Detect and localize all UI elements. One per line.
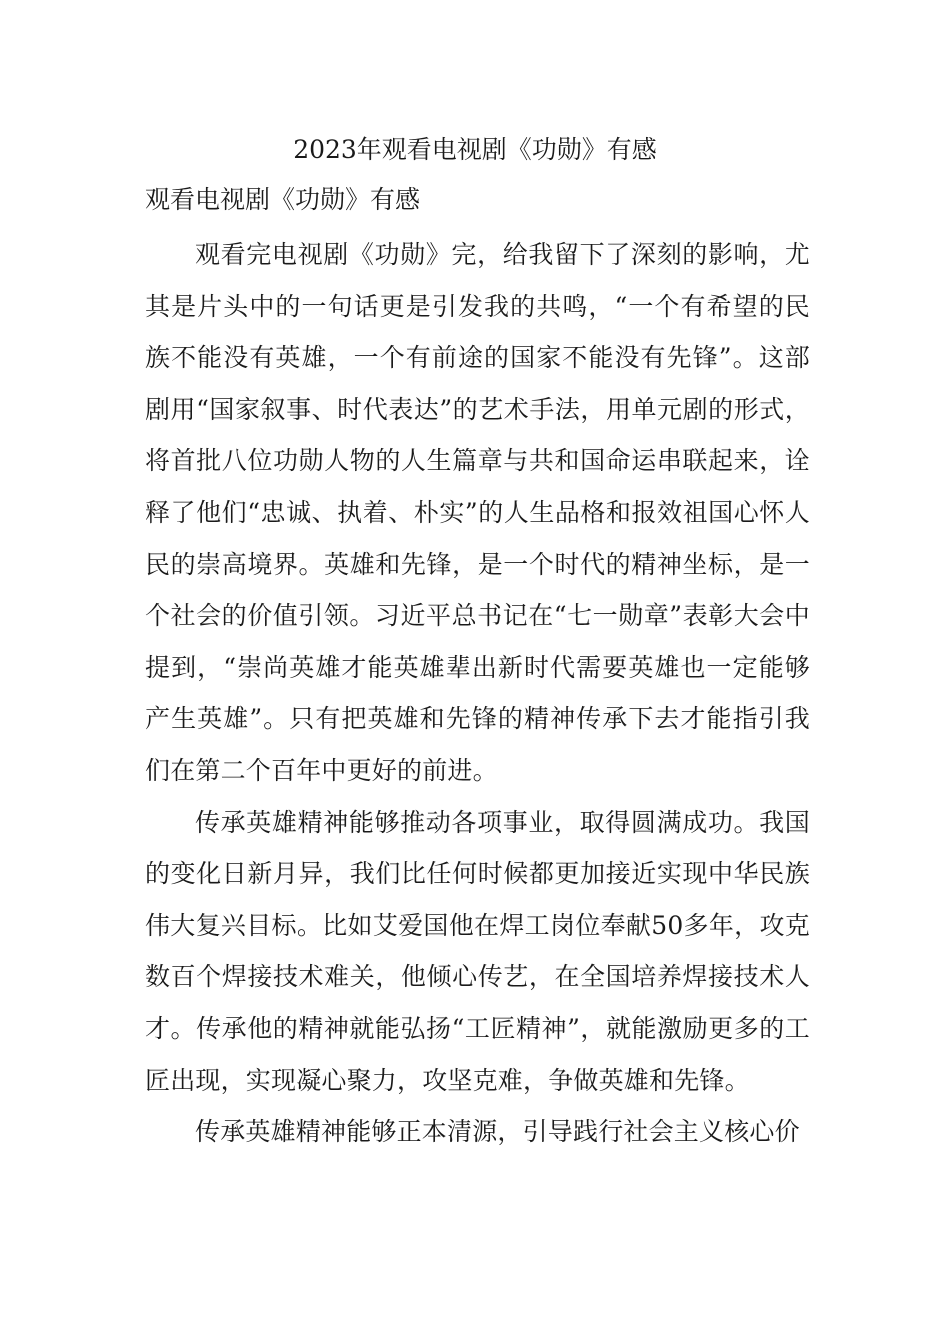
- body-paragraph: 传承英雄精神能够正本清源，引导践行社会主义核心价: [195, 1117, 800, 1147]
- document-subtitle: 观看电视剧《功勋》有感: [145, 185, 421, 214]
- document-body: [145, 229, 810, 1158]
- document-title: 2023年观看电视剧《功勋》有感: [293, 135, 657, 164]
- body-paragraph: 传承英雄精神能够推动各项事业，取得圆满成功。我国的变化日新月异，我们比任何时候都更加接近实现中华民族伟大复兴目标。比如艾爱国他在焊工岗位奉献50多年，攻克数百个焊接技术难关，他倾心传艺，在全国培养焊接技术人才。传承他的精神就能弘扬“工匠精神”，就能激励更多的工匠出现，实现凝心聚力，攻坚克难，争做英雄和先锋。: [145, 807, 810, 1095]
- body-paragraph: 观看完电视剧《功勋》完，给我留下了深刻的影响，尤其是片头中的一句话更是引发我的共鸣，“一个有希望的民族不能没有英雄，一个有前途的国家不能没有先锋”。这部剧用“国家叙事、时代表达”的艺术手法，用单元剧的形式，将首批八位功勋人物的人生篇章与共和国命运串联起来，诠释了他们“忠诚、执着、朴实”的人生品格和报效祖国心怀人民的崇高境界。英雄和先锋，是一个时代的精神坐标，是一个社会的价值引领。习近平总书记在“七一勋章”表彰大会中提到，“崇尚英雄才能英雄辈出新时代需要英雄也一定能够产生英雄”。只有把英雄和先锋的精神传承下去才能指引我们在第二个百年中更好的前进。: [145, 240, 810, 785]
